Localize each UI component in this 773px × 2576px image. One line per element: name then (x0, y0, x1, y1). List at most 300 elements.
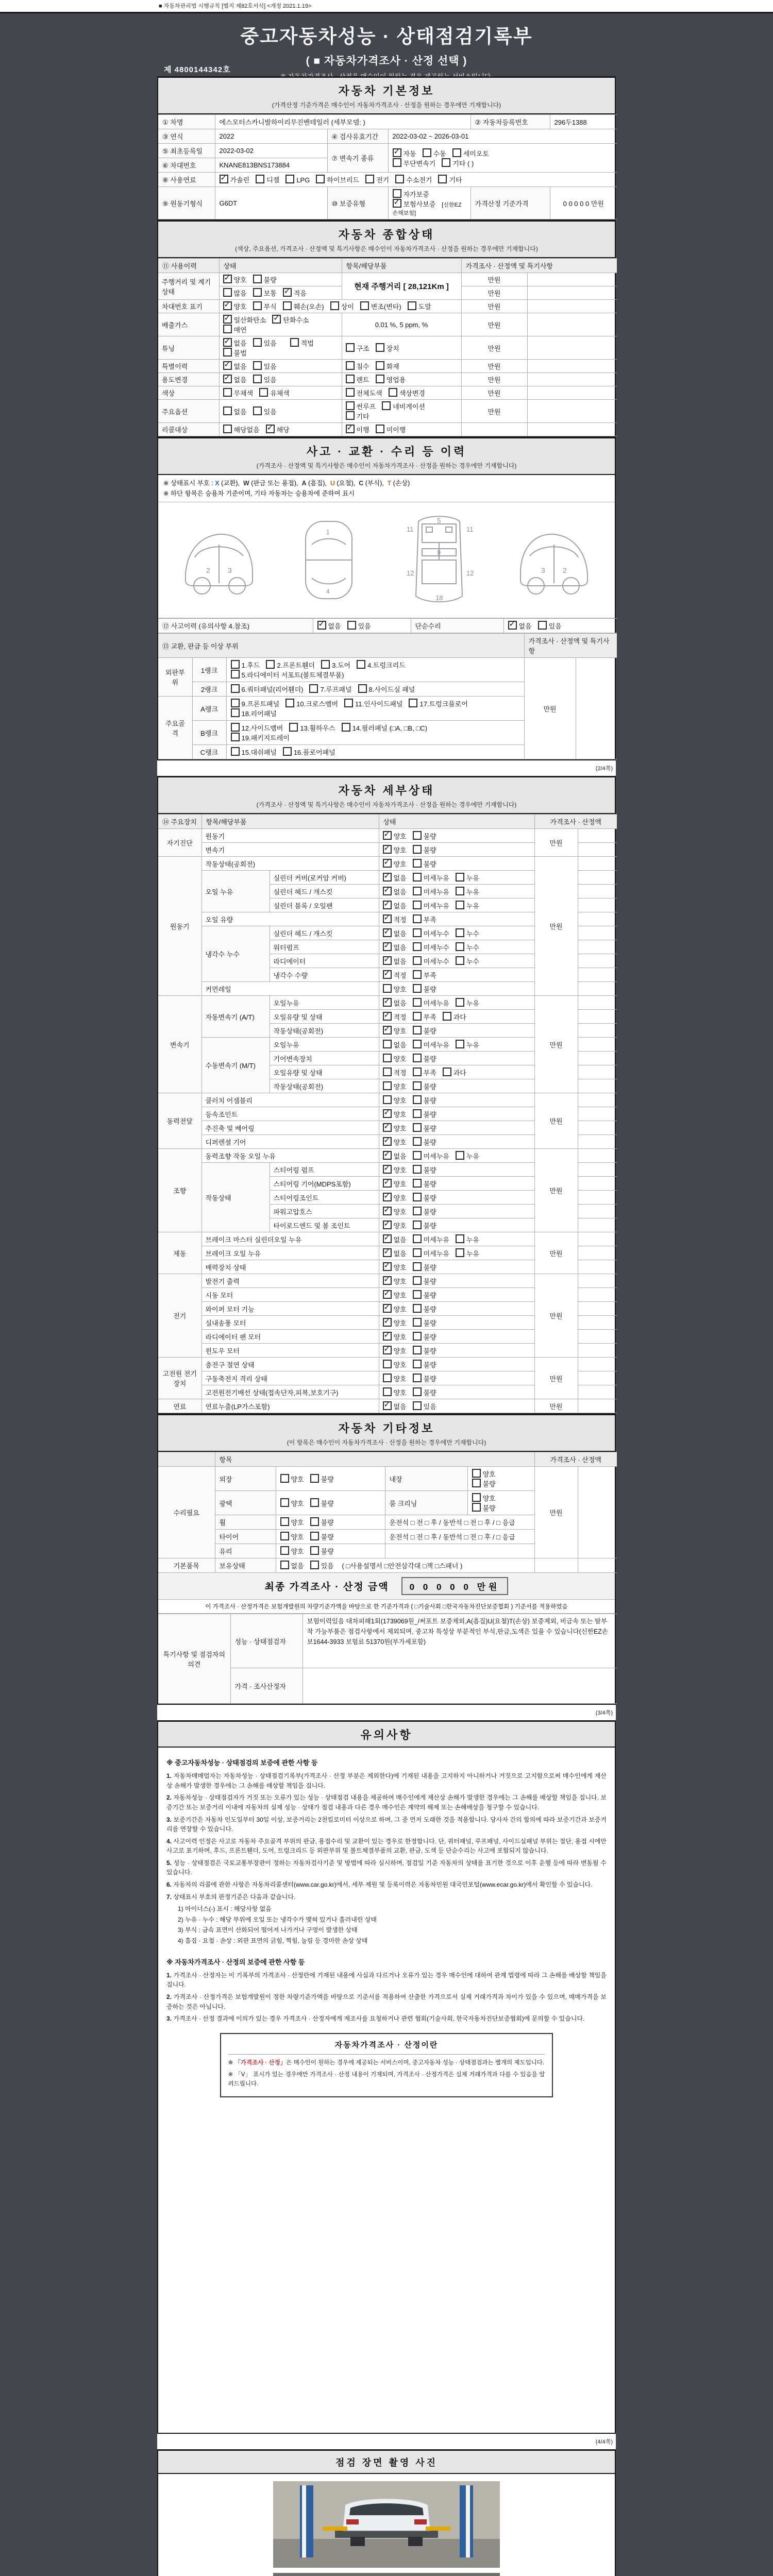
checkbox[interactable] (413, 1067, 422, 1076)
checkbox-option: ✓ 양호 (383, 1165, 407, 1175)
checkbox[interactable] (280, 1532, 289, 1540)
checkbox[interactable] (538, 621, 547, 630)
checkbox[interactable] (413, 928, 422, 937)
status-options (379, 1052, 534, 1065)
checkbox[interactable] (383, 1067, 392, 1076)
checkbox[interactable] (456, 942, 464, 951)
note-cell (578, 1038, 617, 1052)
checkbox[interactable] (342, 723, 350, 732)
checkbox[interactable] (413, 1387, 422, 1396)
part-label: 작동상태(공회전) (270, 1024, 379, 1038)
checkbox[interactable] (223, 338, 232, 347)
state-code: U (330, 480, 335, 487)
checkbox[interactable] (413, 1095, 422, 1104)
checkbox[interactable] (309, 684, 318, 693)
checkbox[interactable] (383, 1109, 392, 1118)
checkbox[interactable] (413, 1137, 422, 1146)
checkbox[interactable] (253, 375, 262, 383)
status-options (219, 300, 461, 313)
price-cell: 만원 (461, 386, 527, 400)
checkbox[interactable] (456, 928, 464, 937)
checkbox[interactable] (413, 1054, 422, 1062)
checkbox[interactable] (316, 175, 325, 183)
note-cell (578, 829, 617, 843)
checkbox[interactable] (310, 1546, 319, 1555)
checkbox[interactable] (231, 747, 240, 756)
checkbox-option: ✓ 양호 (383, 1179, 407, 1189)
checkbox[interactable] (452, 148, 461, 157)
checkbox[interactable] (383, 1346, 392, 1354)
checkbox[interactable] (253, 288, 262, 297)
checkbox[interactable] (283, 747, 292, 756)
state-code: A (301, 480, 307, 487)
checkbox[interactable] (393, 158, 401, 167)
status-options (379, 1024, 534, 1038)
checkbox[interactable] (223, 275, 232, 283)
item-label: 작동상태(공회전) (201, 857, 379, 871)
part-label: 파워고압호스 (270, 1205, 379, 1218)
checkbox[interactable] (456, 1040, 464, 1048)
checkbox[interactable] (223, 425, 232, 433)
accident-row (158, 619, 617, 633)
checkbox[interactable] (346, 343, 355, 352)
item-options (342, 400, 461, 423)
part-label: 냉각수 수량 (270, 968, 379, 982)
checkbox[interactable] (508, 621, 517, 630)
price-cell: 만원 (461, 286, 527, 300)
checkbox-option: ✓ 적음 (283, 288, 307, 298)
checkbox[interactable] (383, 1234, 392, 1243)
note-cell (578, 1218, 617, 1232)
document-number: 제 4800144342호 (164, 65, 231, 74)
checkbox[interactable] (259, 388, 268, 397)
checkbox[interactable] (389, 388, 397, 397)
checkbox[interactable] (413, 1360, 422, 1368)
checkbox[interactable] (383, 1095, 392, 1104)
checkbox[interactable] (231, 699, 240, 707)
checkbox[interactable] (413, 1165, 422, 1174)
checkbox[interactable] (383, 956, 392, 965)
checkbox-option: 불량 (413, 1109, 436, 1119)
notice-item: 5. 성능 · 상태점검은 국토교통부장관이 정하는 자동차검사기준 및 방법에 따라 실시하며, 점검일 기준 자동차의 상태를 표기한 것으로 이후 운행 등에 따라 변동될 수 있습니다. (166, 1859, 607, 1876)
status-options (467, 1491, 534, 1515)
part-label: 실린더 커버(로커암 커버) (270, 871, 379, 885)
column-header: 가격조사 · 산정액 (534, 1452, 617, 1467)
svg-text:9: 9 (436, 549, 441, 556)
item-options (342, 373, 461, 386)
info-box-line: ※ 「V」 표시가 있는 경우에만 가격조사 · 산정 내용이 기재되며, 가격조사 · 산정가격은 실제 거래가격과 다를 수 있음을 알려드립니다. (228, 2071, 545, 2087)
checkbox[interactable] (413, 956, 422, 965)
checkbox[interactable] (383, 1401, 392, 1410)
checkbox[interactable] (383, 1165, 392, 1174)
checkbox[interactable] (383, 1040, 392, 1048)
checkbox[interactable] (409, 699, 417, 707)
checkbox[interactable] (376, 361, 384, 370)
car-diagram-side-right-icon (505, 509, 603, 612)
checkbox[interactable] (365, 175, 374, 183)
note-cell (527, 400, 617, 423)
checkbox[interactable] (253, 275, 262, 283)
checkbox[interactable] (413, 1248, 422, 1257)
checkbox[interactable] (280, 1561, 289, 1569)
checkbox[interactable] (383, 901, 392, 909)
checkbox[interactable] (393, 189, 401, 198)
checkbox[interactable] (472, 1493, 481, 1502)
info-box-title: 자동차가격조사 · 산정이란 (228, 2039, 545, 2055)
checkbox[interactable] (310, 1561, 319, 1569)
checkbox[interactable] (310, 1474, 319, 1483)
status-options (276, 1558, 534, 1573)
checkbox-option: 미세누유 (413, 901, 449, 910)
checkbox[interactable] (443, 1012, 451, 1021)
checkbox[interactable] (383, 1290, 392, 1299)
checkbox[interactable] (393, 199, 401, 208)
checkbox[interactable] (346, 401, 355, 410)
checkbox[interactable] (456, 901, 464, 909)
etc-subtitle: (이 항목은 매수인이 자동차가격조사 · 산정을 원하는 경우에만 기재합니다) (287, 1439, 486, 1446)
section-etc-info (157, 1414, 616, 1705)
checkbox[interactable] (283, 288, 292, 297)
item-options (342, 386, 461, 400)
repair-group-label: 수리필요 (158, 1467, 215, 1558)
item-label: 디퍼렌셜 기어 (201, 1135, 379, 1149)
checkbox[interactable] (383, 859, 392, 868)
checkbox[interactable] (223, 315, 232, 324)
checkbox[interactable] (383, 1332, 392, 1341)
checkbox[interactable] (413, 1374, 422, 1382)
checkbox[interactable] (383, 914, 392, 923)
checkbox[interactable] (383, 1207, 392, 1215)
page-marker-3: (3/4쪽) (157, 1705, 616, 1720)
checkbox-option: 없음 (383, 1040, 407, 1049)
note-cell (578, 1260, 617, 1274)
registration-number-value: 296두1388 (550, 115, 617, 129)
checkbox[interactable] (376, 343, 384, 352)
checkbox[interactable] (413, 1290, 422, 1299)
checkbox[interactable] (383, 1262, 392, 1271)
checkbox[interactable] (383, 1123, 392, 1132)
detail-title: 자동차 세부상태 (338, 784, 435, 797)
checkbox[interactable] (231, 684, 240, 693)
note-cell (578, 1288, 617, 1302)
inspector-role-label: 성능 · 상태점검자 (230, 1614, 303, 1668)
checkbox[interactable] (383, 1374, 392, 1382)
checkbox-option: 없음 (223, 406, 247, 416)
checkbox-option: 불량 (413, 1026, 436, 1036)
checkbox[interactable] (383, 984, 392, 993)
checkbox[interactable] (383, 1221, 392, 1229)
checkbox[interactable] (413, 914, 422, 923)
checkbox-option: 불량 (310, 1498, 334, 1508)
checkbox[interactable] (310, 1498, 319, 1507)
checkbox[interactable] (413, 831, 422, 840)
field-label: ⑥ 차대번호 (158, 158, 215, 173)
part-label: 오일누유 (270, 1038, 379, 1052)
checkbox[interactable] (376, 375, 384, 383)
checkbox[interactable] (360, 301, 369, 310)
item-label: 발전기 출력 (201, 1274, 379, 1288)
checkbox[interactable] (413, 1234, 422, 1243)
checkbox[interactable] (472, 1469, 481, 1478)
checkbox[interactable] (442, 158, 450, 167)
checkbox[interactable] (413, 1332, 422, 1341)
field-label: ① 차명 (158, 115, 215, 129)
checkbox[interactable] (456, 1234, 464, 1243)
checkbox[interactable] (413, 1276, 422, 1285)
note-cell (578, 857, 617, 871)
item-label: 클러치 어셈블리 (201, 1093, 379, 1107)
checkbox[interactable] (413, 1151, 422, 1160)
checkbox[interactable] (413, 901, 422, 909)
status-options (219, 360, 342, 373)
checkbox-option: 적법 (290, 338, 314, 348)
checkbox[interactable] (456, 887, 464, 895)
checkbox[interactable] (395, 175, 404, 183)
checkbox-option: 불량 (413, 1179, 436, 1189)
checkbox-option: 불량 (413, 1304, 436, 1314)
history-header (158, 438, 615, 475)
checkbox[interactable] (383, 1179, 392, 1188)
checkbox[interactable] (383, 887, 392, 895)
checkbox[interactable] (413, 1026, 422, 1035)
checkbox[interactable] (253, 338, 262, 347)
checkbox-option: 2.프론트휀더 (266, 660, 315, 670)
checkbox[interactable] (383, 1276, 392, 1285)
checkbox[interactable] (382, 401, 391, 410)
checkbox[interactable] (456, 873, 464, 882)
checkbox[interactable] (256, 175, 264, 183)
checkbox[interactable] (310, 1532, 319, 1540)
rank-label: 2랭크 (192, 682, 226, 697)
checkbox[interactable] (383, 998, 392, 1007)
checkbox[interactable] (413, 1304, 422, 1313)
status-options (379, 1107, 534, 1121)
checkbox-option: ✓ 양호 (383, 1304, 407, 1314)
checkbox[interactable] (413, 1179, 422, 1188)
checkbox[interactable] (383, 1026, 392, 1035)
checkbox[interactable] (357, 660, 365, 669)
checkbox[interactable] (321, 660, 330, 669)
checkbox[interactable] (223, 375, 232, 383)
checkbox[interactable] (413, 1401, 422, 1410)
status-options (379, 1316, 534, 1330)
notice-item: 3. 가격조사 · 산정 결과에 이의가 있는 경우 가격조사 · 산정자에게 재조사를 요청하거나 관련 협회(기술사회, 한국자동차진단보증협회)에 문의할 수 있습니다. (166, 2015, 585, 2023)
checkbox-option: 불량 (413, 1095, 436, 1105)
checkbox[interactable] (383, 1318, 392, 1327)
checkbox[interactable] (383, 873, 392, 882)
checkbox[interactable] (383, 1151, 392, 1160)
checkbox[interactable] (280, 1498, 289, 1507)
checkbox[interactable] (456, 998, 464, 1007)
checkbox[interactable] (423, 148, 431, 157)
checkbox[interactable] (223, 301, 232, 310)
checkbox[interactable] (231, 670, 240, 679)
checkbox[interactable] (456, 1151, 464, 1160)
checkbox[interactable] (408, 301, 416, 310)
checkbox[interactable] (472, 1479, 481, 1487)
checkbox[interactable] (383, 970, 392, 979)
checkbox[interactable] (223, 388, 232, 397)
checkbox[interactable] (383, 1012, 392, 1021)
notice-item: 4. 사고이력 인정은 사고로 자동차 주요골격 부위의 판금, 용접수리 및 교환이 있는 경우로 한정합니다. 단, 쿼터패널, 루프패널, 사이드실패널 부위는 절단, 용접 시에만 사고로 표기하며, 후드, 프론트휀더, 도어, 트렁크리드 등 외판부위 및 볼트체결부품의 교환, 판금, 도색 등 단순수리는 사고에 포함되지 않습니다. (166, 1837, 607, 1855)
svg-text:12: 12 (406, 569, 414, 577)
checkbox[interactable] (413, 873, 422, 882)
checkbox[interactable] (456, 956, 464, 965)
checkbox[interactable] (383, 1193, 392, 1201)
checkbox[interactable] (413, 1262, 422, 1271)
checkbox[interactable] (346, 361, 355, 370)
checkbox[interactable] (253, 361, 262, 370)
checkbox[interactable] (383, 942, 392, 951)
checkbox[interactable] (413, 1123, 422, 1132)
status-options (379, 1038, 534, 1052)
checkbox-option: 무채색 (223, 388, 254, 398)
detail-table (158, 814, 617, 1413)
checkbox[interactable] (346, 425, 355, 433)
basic-row (158, 173, 617, 187)
checkbox[interactable] (280, 1517, 289, 1526)
car-diagram-side-left-icon (170, 509, 268, 612)
item-label: 브레이크 마스터 실린더오일 누유 (201, 1232, 379, 1246)
checkbox[interactable] (383, 1081, 392, 1090)
checkbox[interactable] (231, 708, 240, 717)
checkbox[interactable] (231, 660, 240, 669)
checkbox[interactable] (413, 1040, 422, 1048)
checkbox[interactable] (413, 1193, 422, 1201)
checkbox[interactable] (220, 175, 228, 183)
accident-history-label: ⑫ 사고이력 (유의사항 4.참조) (158, 619, 313, 633)
checkbox[interactable] (285, 175, 294, 183)
checkbox[interactable] (330, 301, 339, 310)
checkbox-option: ✓ 양호 (383, 1318, 407, 1328)
part-label: 오일누유 (270, 996, 379, 1010)
checkbox[interactable] (383, 1304, 392, 1313)
opinion-group-label: 특기사항 및 점검자의 의견 (158, 1614, 230, 1704)
checkbox[interactable] (344, 699, 353, 707)
checkbox-option: 양호 (280, 1517, 304, 1527)
checkbox[interactable] (266, 425, 275, 433)
checkbox-option: 1.후드 (231, 660, 260, 670)
checkbox[interactable] (413, 1109, 422, 1118)
status-options (379, 885, 534, 899)
simple-repair-options (503, 619, 617, 633)
checkbox[interactable] (413, 845, 422, 854)
checkbox-option: 누유 (456, 1234, 479, 1244)
legend-note: ※ 하단 항목은 승용차 기준이며, 기타 자동차는 승용차에 준하여 표시 (163, 490, 355, 497)
column-header (158, 1452, 215, 1467)
checkbox[interactable] (383, 1360, 392, 1368)
checkbox[interactable] (383, 1054, 392, 1062)
checkbox[interactable] (438, 175, 447, 183)
checkbox[interactable] (413, 998, 422, 1007)
checkbox[interactable] (346, 375, 355, 383)
checkbox[interactable] (272, 315, 281, 324)
status-options (219, 273, 342, 286)
status-options (219, 423, 342, 436)
price-cell (534, 1558, 578, 1573)
checkbox[interactable] (231, 733, 240, 741)
checkbox[interactable] (290, 338, 299, 347)
note-cell (578, 940, 617, 954)
checkbox[interactable] (413, 1081, 422, 1090)
checkbox[interactable] (283, 301, 292, 310)
checkbox[interactable] (310, 1517, 319, 1526)
etc-row (158, 1467, 617, 1491)
note-cell (578, 982, 617, 996)
checkbox[interactable] (383, 928, 392, 937)
checkbox[interactable] (223, 288, 232, 297)
checkbox[interactable] (413, 1346, 422, 1354)
checkbox[interactable] (383, 1248, 392, 1257)
notice-item: 2. 자동차성능 · 상태점검자가 거짓 또는 오류가 있는 성능 · 상태점검 내용을 제공하여 매수인에게 재산상 손해가 발생한 경우에는 그 손해를 배상할 책임을 집니다. 보증기간 또는 보증거리 이내에 자동차의 실제 성능 · 상태가 점검 내용과 다른 경우 매수인은 계약의 해제 또는 손해배상을 청구할 수 있습니다. (166, 1794, 607, 1811)
checkbox[interactable] (376, 425, 384, 433)
checkbox[interactable] (393, 148, 401, 157)
checkbox[interactable] (443, 1067, 451, 1076)
checkbox[interactable] (346, 388, 355, 397)
checkbox[interactable] (223, 325, 232, 333)
checkbox[interactable] (280, 1474, 289, 1483)
rank-parts (226, 658, 524, 682)
checkbox[interactable] (346, 411, 355, 420)
checkbox[interactable] (280, 1546, 289, 1555)
note-cell (578, 1093, 617, 1107)
checkbox[interactable] (383, 831, 392, 840)
basic-row (158, 144, 617, 158)
checkbox[interactable] (383, 1387, 392, 1396)
checkbox[interactable] (413, 1012, 422, 1021)
vin-value: KNANE813BNS173884 (215, 158, 327, 173)
basic-items-label: 기본품목 (158, 1558, 215, 1573)
checkbox-option: ✓ 양호 (383, 1221, 407, 1230)
checkbox[interactable] (413, 984, 422, 993)
checkbox[interactable] (383, 1137, 392, 1146)
checkbox[interactable] (285, 699, 294, 707)
checkbox-option: ✓ 없음 (383, 1151, 407, 1161)
device-group-label: 고전원 전기장치 (158, 1358, 201, 1399)
checkbox[interactable] (266, 660, 275, 669)
checkbox[interactable] (413, 970, 422, 979)
checkbox[interactable] (413, 1318, 422, 1327)
checkbox[interactable] (358, 684, 367, 693)
rank-label: A랭크 (192, 697, 226, 721)
checkbox[interactable] (253, 406, 262, 415)
notice-subitem: 3) 부식 : 금속 표면이 산화되어 떨어져 나가거나 구멍이 발생한 상태 (178, 1926, 358, 1934)
checkbox-option: 불량 (413, 1360, 436, 1369)
item-label: 브레이크 오일 누유 (201, 1246, 379, 1260)
checkbox[interactable] (231, 723, 240, 732)
checkbox[interactable] (413, 942, 422, 951)
checkbox[interactable] (223, 406, 232, 415)
checkbox[interactable] (472, 1503, 481, 1512)
checkbox[interactable] (413, 859, 422, 868)
checkbox[interactable] (223, 361, 232, 370)
checkbox[interactable] (289, 723, 298, 732)
checkbox[interactable] (456, 1248, 464, 1257)
checkbox[interactable] (347, 621, 356, 630)
checkbox[interactable] (413, 887, 422, 895)
checkbox[interactable] (317, 621, 326, 630)
item-label: 보유상태 (215, 1558, 276, 1573)
checkbox[interactable] (253, 301, 262, 310)
checkbox-option: 불량 (413, 1276, 436, 1286)
price-cell: 만원 (534, 1399, 578, 1413)
mileage-value: 현재 주행거리 [ 28,121Km ] (342, 273, 461, 300)
checkbox[interactable] (223, 348, 232, 357)
status-options (379, 1358, 534, 1371)
checkbox[interactable] (383, 845, 392, 854)
checkbox[interactable] (413, 1221, 422, 1229)
checkbox[interactable] (413, 1207, 422, 1215)
